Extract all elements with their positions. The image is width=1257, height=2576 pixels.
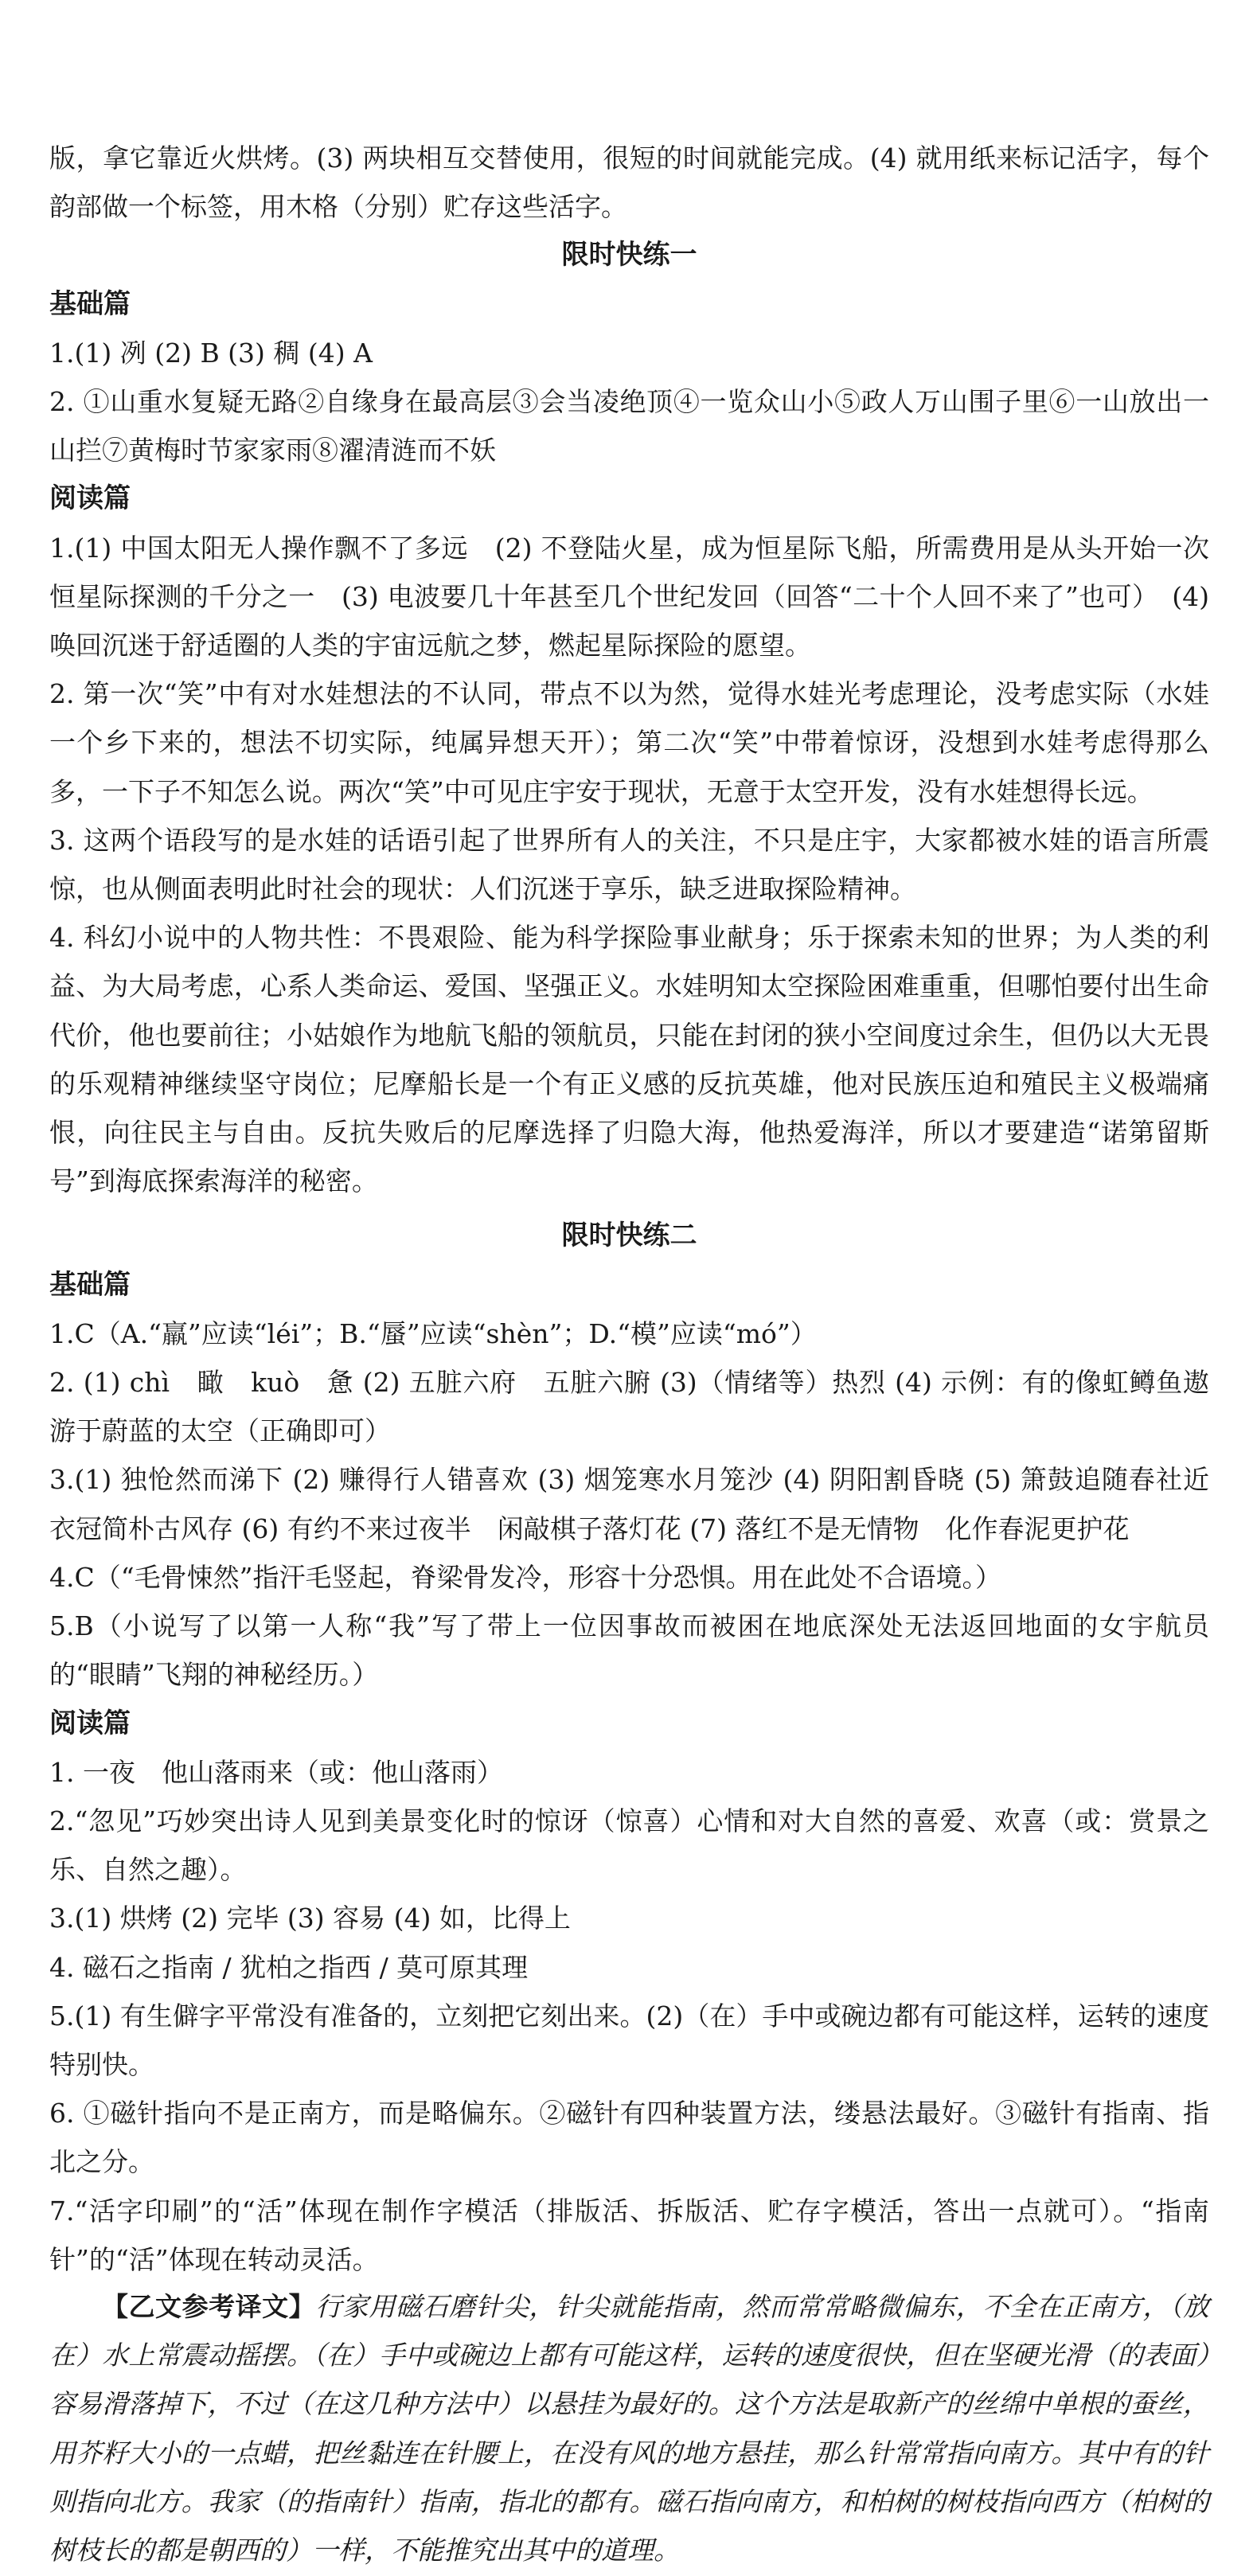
section2-reading-item-5: 5.(1) 有生僻字平常没有准备的，立刻把它刻出来。(2)（在）手中或碗边都有可能这样，运转的速度特别快。 [49, 2000, 1209, 2080]
section2-basic-item-4: 4.C（“毛骨悚然”指汗毛竖起，脊梁骨发冷，形容十分恐惧。用在此处不合语境。） [49, 1561, 1001, 1593]
section2-basic-item-5: 5.B（小说写了以第一人称“我”写了带上一位因事故而被困在地底深处无法返回地面的女宇航员的“眼睛”飞翔的神秘经历。） [49, 1610, 1209, 1691]
translation-tag: 【乙文参考译文】 [102, 2293, 316, 2322]
section1-reading-item-3: 3. 这两个语段写的是水娃的话语引起了世界所有人的关注，不只是庄宇，大家都被水娃的语言所震惊，也从侧面表明此时社会的现状：人们沉迷于享乐，缺乏进取探险精神。 [49, 824, 1209, 905]
section2-reading-item-1: 1. 一夜 他山落雨来（或：他山落雨） [49, 1756, 503, 1788]
section1-reading-item-1: 1.(1) 中国太阳无人操作飘不了多远 (2) 不登陆火星，成为恒星际飞船，所需费用是从头开始一次恒星际探测的千分之一 (3) 电波要几十年甚至几个世纪发回（回答“二十个人回不来了”也可） (4) 唤回沉迷于舒适圈的人类的宇宙远航之梦，燃起星际探险的愿望。 [49, 532, 1209, 662]
section2-basic-item-1: 1.C（A.“羸”应读“léi”；B.“蜃”应读“shèn”；D.“模”应读“mó”） [49, 1317, 817, 1349]
section2-reading-item-3: 3.(1) 烘烤 (2) 完毕 (3) 容易 (4) 如，比得上 [49, 1903, 571, 1934]
section2-reading-item-4: 4. 磁石之指南 / 犹柏之指西 / 莫可原其理 [49, 1951, 529, 1983]
section2-reading-item-6: 6. ①磁针指向不是正南方，而是略偏东。②磁针有四种装置方法，缕悬法最好。③磁针有指南、指北之分。 [49, 2098, 1209, 2178]
section2-basic-heading: 基础篇 [49, 1268, 131, 1301]
section2-reading-item-7: 7.“活字印刷”的“活”体现在制作字模活（排版活、拆版活、贮存字模活，答出一点就可）。“指南针”的“活”体现在转动灵活。 [49, 2195, 1209, 2275]
section1-reading-item-4: 4. 科幻小说中的人物共性：不畏艰险、能为科学探险事业献身；乐于探索未知的世界；为人类的利益、为大局考虑，心系人类命运、爱国、坚强正义。水娃明知太空探险困难重重，但哪怕要付出生命代价，他也要前往；小姑娘作为地航飞船的领航员，只能在封闭的狭小空间度过余生，但仍以大无畏的乐观精神继续坚守岗位；尼摩船长是一个有正义感的反抗英雄，他对民族压迫和殖民主义极端痛恨，向往民主与自由。反抗失败后的尼摩选择了归隐大海，他热爱海洋，所以才要建造“诺第留斯号”到海底探索海洋的秘密。 [49, 922, 1209, 1197]
section2-basic-item-3: 3.(1) 独怆然而涕下 (2) 赚得行人错喜欢 (3) 烟笼寒水月笼沙 (4) 阴阳割昏晓 (5) 箫鼓追随春社近 衣冠简朴古风存 (6) 有约不来过夜半 闲敲棋子落灯花 (7) 落红不是无情物 化作春泥更护花 [49, 1464, 1236, 1544]
section1-reading-item-2: 2. 第一次“笑”中有对水娃想法的不认同，带点不以为然，觉得水娃光考虑理论，没考虑实际（水娃一个乡下来的，想法不切实际，纯属异想天开）；第二次“笑”中带着惊讶，没想到水娃考虑得那么多，一下子不知怎么说。两次“笑”中可见庄宇安于现状，无意于太空开发，没有水娃想得长远。 [49, 678, 1209, 807]
intro-paragraph: 版，拿它靠近火烘烤。(3) 两块相互交替使用，很短的时间就能完成。(4) 就用纸来标记活字，每个韵部做一个标签，用木格（分别）贮存这些活字。 [49, 142, 1209, 223]
translation-paragraph [49, 2284, 1209, 2576]
translation-text: 行家用磁石磨针尖，针尖就能指南，然而常常略微偏东，不全在正南方，（放在）水上常震动摇摆。（在）手中或碗边上都有可能这样，运转的速度很快，但在坚硬光滑（的表面）容易滑落掉下，不过（在这几种方法中）以悬挂为最好的。这个方法是取新产的丝绵中单根的蚕丝，用芥籽大小的一点蜡，把丝黏连在针腰上，在没有风的地方悬挂，那么针常常指向南方。其中有的针则指向北方。我家（的指南针）指南，指北的都有。磁石指向南方，和柏树的树枝指向西方（柏树的树枝长的都是朝西的）一样，不能推究出其中的道理。 [49, 2293, 1210, 2566]
section2-title: 限时快练二 [561, 1220, 697, 1252]
section1-basic-item-1: 1.(1) 冽 (2) B (3) 稠 (4) A [49, 337, 373, 369]
section1-title: 限时快练一 [561, 239, 697, 271]
section1-basic-heading: 基础篇 [49, 287, 131, 320]
section2-reading-item-2: 2.“忽见”巧妙突出诗人见到美景变化时的惊讶（惊喜）心情和对大自然的喜爱、欢喜（或：赏景之乐、自然之趣）。 [49, 1805, 1209, 1886]
section1-reading-heading: 阅读篇 [49, 482, 131, 515]
section1-basic-item-2: 2. ①山重水复疑无路②自缘身在最高层③会当凌绝顶④一览众山小⑤政人万山围子里⑥一山放出一山拦⑦黄梅时节家家雨⑧濯清涟而不妖 [49, 386, 1209, 466]
section2-basic-item-2: 2. (1) chì 瞰 kuò 惫 (2) 五脏六府 五脏六腑 (3)（情绪等）热烈 (4) 示例：有的像虹鳟鱼遨游于蔚蓝的太空（正确即可） [49, 1367, 1209, 1447]
section2-reading-heading: 阅读篇 [49, 1707, 131, 1739]
